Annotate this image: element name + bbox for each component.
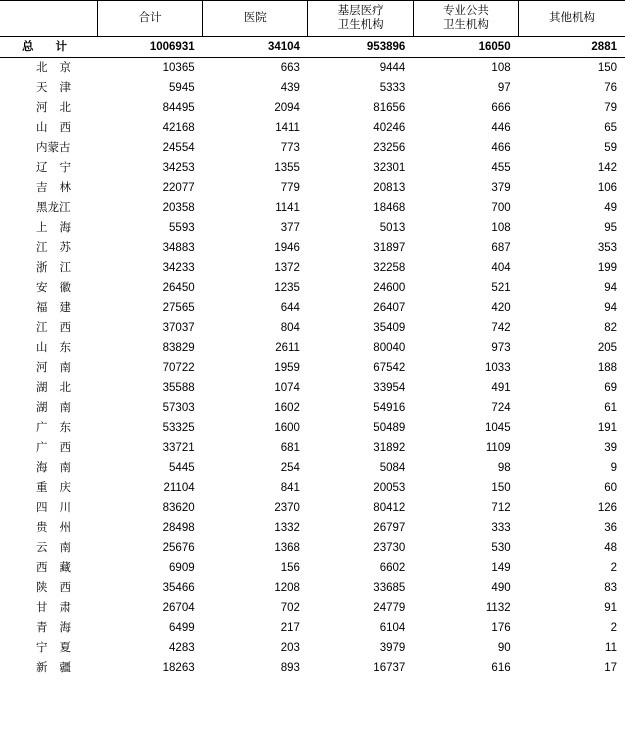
row-label-part1: 福 [36,301,48,314]
row-label [0,218,97,238]
cell-hospital: 893 [280,661,300,674]
row-label-part2: 州 [59,521,71,534]
cell-total: 70722 [162,361,195,374]
cell-hospital: 1355 [274,161,300,174]
row-label-part1: 甘 [36,601,48,614]
row-label [0,398,97,418]
row-label-part2: 西 [59,581,71,594]
row-label [0,478,97,498]
column-header-primary-care-line2: 卫生机构 [337,19,384,32]
table-row [0,418,625,438]
cell-hospital: 681 [280,441,300,454]
row-label-part1: 河 [36,361,48,374]
column-header-region [0,1,97,37]
cell-primary-care: 26797 [373,521,406,534]
cell-public-health: 404 [491,261,511,274]
cell-primary-care: 40246 [373,121,406,134]
cell-primary-care: 5084 [379,461,406,474]
row-label [0,458,97,478]
cell-total: 33721 [162,441,195,454]
cell-primary-care: 80412 [373,501,406,514]
row-label [0,518,97,538]
row-label-part2: 林 [59,181,71,194]
row-label-part2: 津 [59,81,71,94]
cell-primary-care: 26407 [373,301,406,314]
row-label-part1: 江 [36,321,48,334]
row-label [0,438,97,458]
cell-total: 10365 [162,61,195,74]
row-label-part1: 安 [36,281,48,294]
cell-total: 5945 [169,81,195,94]
row-label-part1: 吉 [36,181,48,194]
cell-other: 61 [604,401,617,414]
cell-total: 34883 [162,241,195,254]
row-label-part2: 南 [59,401,71,414]
row-label-part2: 建 [59,301,71,314]
cell-total: 6909 [169,561,195,574]
row-label [0,578,97,598]
cell-other: 2 [610,621,617,634]
cell-other: 191 [597,421,617,434]
column-header-primary-care-line1: 基层医疗 [337,5,384,17]
row-label-part1: 陕 [36,581,48,594]
row-label-total [0,36,97,57]
cell-primary-care: 24600 [373,281,406,294]
cell-hospital: 1411 [275,121,300,134]
row-label-part1: 广 [36,421,48,434]
row-label-total-part1: 总 [22,40,34,53]
row-label-part1: 湖 [36,401,48,414]
cell-hospital: 1946 [274,241,300,254]
row-label [0,498,97,518]
cell-primary-care: 3979 [379,641,406,654]
row-label-part1: 贵 [36,521,48,534]
row-label-part1: 广 [36,441,48,454]
cell-hospital: 1372 [274,261,300,274]
cell-total: 26450 [162,281,195,294]
cell-other: 59 [604,141,617,154]
row-label-part1: 云 [36,541,48,554]
cell-other: 2 [610,561,617,574]
cell-total: 5445 [169,461,195,474]
table-header-row [0,1,625,37]
row-label-part2: 疆 [59,661,71,674]
cell-public-health: 490 [491,581,511,594]
cell-hospital: 1959 [274,361,300,374]
table-header [0,1,625,37]
row-label-part2: 南 [59,361,71,374]
cell-total-other: 2881 [519,36,625,57]
row-label-part1: 天 [36,81,48,94]
cell-other: 94 [604,281,617,294]
cell-public-health: 616 [491,661,511,674]
cell-other: 353 [597,241,617,254]
table-row [0,538,625,558]
cell-other: 39 [604,441,617,454]
table-row [0,258,625,278]
row-label-part2: 江 [59,261,71,274]
column-header-hospital: 医院 [203,1,308,37]
table-body [0,36,625,678]
cell-hospital: 156 [280,561,300,574]
cell-total: 22077 [162,181,195,194]
cell-total: 35466 [162,581,195,594]
cell-other: 199 [597,261,617,274]
table-row [0,658,625,678]
cell-public-health: 379 [491,181,511,194]
table-row [0,358,625,378]
cell-primary-care: 32301 [373,161,406,174]
row-label [0,158,97,178]
cell-primary-care: 32258 [373,261,406,274]
cell-other: 83 [604,581,617,594]
cell-other: 205 [597,341,617,354]
row-label-part2: 北 [59,381,71,394]
cell-public-health: 446 [491,121,511,134]
table-row [0,198,625,218]
cell-primary-care: 20813 [373,181,406,194]
row-label-part2: 川 [59,501,71,514]
table-row [0,218,625,238]
cell-hospital: 2094 [274,101,300,114]
row-label [0,258,97,278]
cell-primary-care: 50489 [373,421,406,434]
table-row [0,518,625,538]
cell-public-health: 712 [491,501,511,514]
row-label-part1: 青 [36,621,48,634]
cell-other: 48 [604,541,617,554]
cell-hospital: 1332 [274,521,300,534]
row-label-part1: 山 [36,121,48,134]
row-label [0,238,97,258]
cell-other: 60 [604,481,617,494]
cell-public-health: 1109 [485,441,511,454]
row-label [0,198,97,218]
cell-other: 49 [604,201,617,214]
cell-total-total: 1006931 [97,36,202,57]
cell-hospital: 644 [280,301,300,314]
table-row [0,78,625,98]
cell-primary-care: 5013 [379,221,406,234]
cell-other: 106 [597,181,617,194]
cell-hospital: 1235 [274,281,300,294]
row-label-part1: 湖 [36,381,48,394]
column-header-public-health-line1: 专业公共 [442,5,489,17]
cell-other: 9 [610,461,617,474]
row-label [0,298,97,318]
table-row [0,57,625,78]
cell-hospital: 702 [280,601,300,614]
cell-hospital: 2370 [274,501,300,514]
cell-hospital: 203 [280,641,300,654]
table-row [0,278,625,298]
cell-primary-care: 6104 [379,621,406,634]
row-label-part1: 山 [36,341,48,354]
cell-other: 188 [597,361,617,374]
row-label [0,278,97,298]
row-label [0,138,97,158]
cell-primary-care: 54916 [373,401,406,414]
cell-total: 84495 [162,101,195,114]
cell-primary-care: 35409 [373,321,406,334]
row-label [0,598,97,618]
row-label [0,178,97,198]
row-label-part1: 河 [36,101,48,114]
row-label [0,118,97,138]
table-row [0,158,625,178]
cell-total: 83829 [162,341,195,354]
row-label-part2: 藏 [59,561,71,574]
cell-primary-care: 80040 [373,341,406,354]
row-label-part2: 徽 [59,281,71,294]
cell-total: 53325 [162,421,195,434]
row-label-part2: 肃 [59,601,71,614]
cell-total: 42168 [162,121,195,134]
row-label [0,418,97,438]
table-row-total [0,36,625,57]
table-row [0,118,625,138]
cell-public-health: 1033 [485,361,511,374]
cell-total: 24554 [162,141,195,154]
cell-primary-care: 81656 [373,101,406,114]
cell-public-health: 530 [491,541,511,554]
table-row [0,298,625,318]
cell-public-health: 97 [497,81,511,94]
cell-primary-care: 31897 [373,241,406,254]
cell-public-health: 491 [491,381,511,394]
table-row [0,398,625,418]
cell-public-health: 521 [491,281,511,294]
cell-total: 26704 [162,601,195,614]
column-header-primary-care [308,1,413,37]
cell-other: 94 [604,301,617,314]
table-row [0,138,625,158]
row-label-part2: 海 [59,221,71,234]
cell-primary-care: 33954 [373,381,406,394]
cell-public-health: 176 [491,621,511,634]
cell-other: 150 [597,61,617,74]
row-label [0,658,97,678]
row-label-part1: 江 [36,241,48,254]
row-label-part1: 海 [36,461,48,474]
row-label [0,558,97,578]
cell-hospital: 1141 [275,201,300,214]
cell-primary-care: 24779 [373,601,406,614]
cell-hospital: 804 [280,321,300,334]
row-label-part2: 东 [59,341,71,354]
row-label [0,358,97,378]
cell-total-public-health: 16050 [413,36,518,57]
row-label-part2: 西 [59,321,71,334]
cell-primary-care: 6602 [379,561,406,574]
row-label-part2: 海 [59,621,71,634]
cell-primary-care: 23256 [373,141,406,154]
cell-public-health: 333 [491,521,511,534]
row-label-part2: 西 [59,121,71,134]
row-label [0,638,97,658]
cell-public-health: 666 [491,101,511,114]
cell-total: 34233 [162,261,195,274]
cell-total: 83620 [162,501,195,514]
cell-other: 11 [605,641,617,654]
row-label [0,78,97,98]
cell-public-health: 700 [491,201,511,214]
cell-public-health: 98 [497,461,511,474]
cell-public-health: 108 [491,61,511,74]
cell-public-health: 742 [491,321,511,334]
cell-primary-care: 33685 [373,581,406,594]
row-label-part1: 辽 [36,161,48,174]
table-row [0,498,625,518]
cell-hospital: 377 [280,221,300,234]
row-label-part1: 西 [36,561,48,574]
cell-public-health: 90 [497,641,511,654]
row-label-part1: 黑龙江 [36,201,71,214]
table-row [0,458,625,478]
cell-hospital: 773 [280,141,300,154]
cell-other: 65 [604,121,617,134]
row-label [0,538,97,558]
column-header-public-health-line2: 卫生机构 [442,19,489,32]
cell-other: 91 [604,601,617,614]
row-label [0,318,97,338]
row-label-part1: 上 [36,221,48,234]
cell-other: 126 [597,501,617,514]
cell-total: 4283 [169,641,195,654]
cell-other: 79 [604,101,617,114]
row-label [0,618,97,638]
row-label [0,378,97,398]
cell-total: 27565 [162,301,195,314]
row-label-total-part2: 计 [55,40,67,53]
row-label-part2: 西 [59,441,71,454]
cell-primary-care: 67542 [373,361,406,374]
cell-hospital: 1074 [274,381,300,394]
table-row [0,598,625,618]
cell-total-hospital: 34104 [203,36,308,57]
cell-total: 21104 [163,481,195,494]
cell-primary-care: 16737 [373,661,406,674]
row-label-part1: 浙 [36,261,48,274]
row-label-part2: 夏 [59,641,71,654]
cell-primary-care: 9444 [379,61,406,74]
row-label-part1: 内蒙古 [36,141,71,154]
table-row [0,318,625,338]
row-label-part2: 东 [59,421,71,434]
row-label-part2: 京 [59,61,71,74]
cell-total: 34253 [162,161,195,174]
cell-public-health: 455 [491,161,511,174]
column-header-other: 其他机构 [519,1,625,37]
cell-public-health: 149 [491,561,511,574]
cell-primary-care: 23730 [373,541,406,554]
cell-hospital: 439 [280,81,300,94]
table-row [0,578,625,598]
row-label [0,338,97,358]
cell-public-health: 108 [491,221,511,234]
cell-primary-care: 18468 [373,201,406,214]
cell-other: 17 [604,661,617,674]
cell-public-health: 1045 [485,421,511,434]
row-label [0,98,97,118]
row-label-part1: 北 [36,61,48,74]
cell-total: 20358 [162,201,195,214]
cell-other: 95 [604,221,617,234]
cell-other: 69 [604,381,617,394]
row-label-part2: 北 [59,101,71,114]
cell-hospital: 779 [280,181,300,194]
cell-other: 76 [604,81,617,94]
cell-hospital: 1602 [274,401,300,414]
cell-public-health: 724 [491,401,511,414]
table-row [0,338,625,358]
cell-hospital: 1368 [274,541,300,554]
cell-public-health: 1132 [485,601,511,614]
cell-total: 18263 [162,661,195,674]
cell-total: 57303 [162,401,195,414]
table-row [0,478,625,498]
table-row [0,638,625,658]
cell-other: 142 [597,161,617,174]
table-row [0,438,625,458]
table-row [0,618,625,638]
table-row [0,98,625,118]
row-label-part1: 新 [36,661,48,674]
cell-hospital: 841 [280,481,300,494]
cell-hospital: 254 [280,461,300,474]
column-header-total: 合计 [97,1,202,37]
cell-total: 5593 [169,221,195,234]
column-header-public-health [413,1,518,37]
cell-total: 37037 [162,321,195,334]
cell-total: 35588 [162,381,195,394]
cell-total: 28498 [162,521,195,534]
row-label-part2: 庆 [59,481,71,494]
cell-primary-care: 20053 [373,481,406,494]
cell-public-health: 687 [491,241,511,254]
cell-other: 82 [604,321,617,334]
cell-total-primary-care: 953896 [308,36,413,57]
cell-public-health: 466 [491,141,511,154]
row-label-part1: 重 [36,481,48,494]
cell-hospital: 1208 [274,581,300,594]
row-label-part2: 宁 [59,161,71,174]
row-label-part1: 宁 [36,641,48,654]
cell-hospital: 1600 [274,421,300,434]
table-row [0,178,625,198]
cell-hospital: 2611 [275,341,300,354]
table-row [0,238,625,258]
row-label-part2: 南 [59,541,71,554]
cell-total: 25676 [162,541,195,554]
row-label [0,57,97,78]
row-label-part1: 四 [36,501,48,514]
cell-public-health: 420 [491,301,511,314]
table-row [0,378,625,398]
cell-hospital: 663 [280,61,300,74]
cell-public-health: 150 [491,481,511,494]
cell-total: 6499 [169,621,195,634]
row-label-part2: 苏 [59,241,71,254]
cell-primary-care: 31892 [373,441,406,454]
cell-hospital: 217 [280,621,300,634]
row-label-part2: 南 [59,461,71,474]
table-row [0,558,625,578]
cell-other: 36 [604,521,617,534]
cell-primary-care: 5333 [379,81,406,94]
cell-public-health: 973 [491,341,511,354]
